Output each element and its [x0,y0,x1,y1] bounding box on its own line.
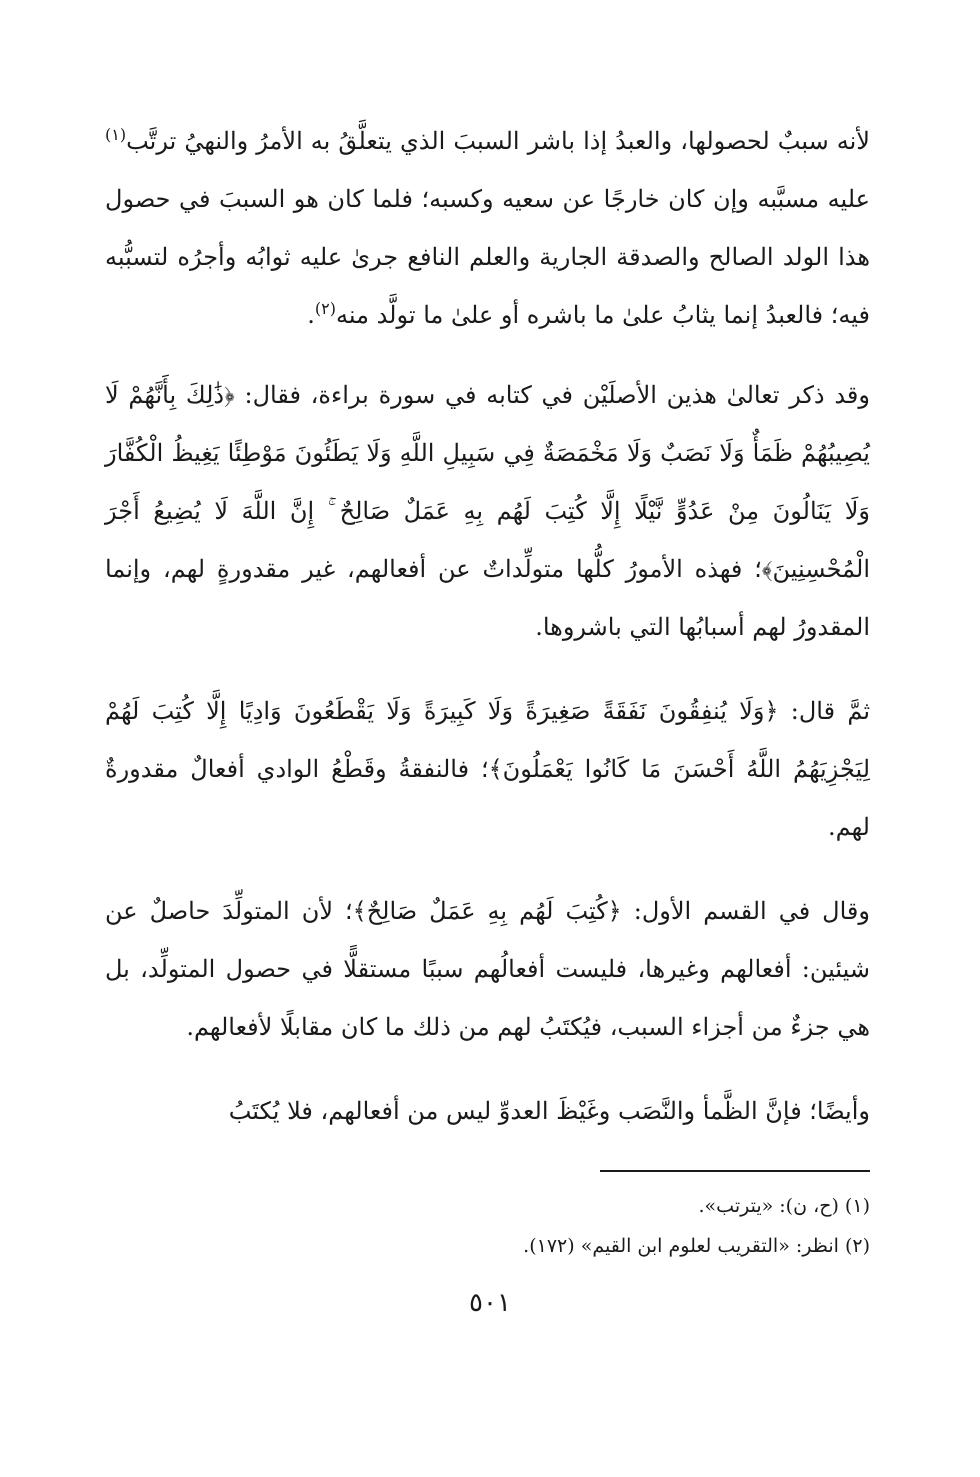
paragraph-1-text-after: عليه مسبَّبه وإن كان خارجًا عن سعيه وكسبه؛ فلما كان هو السببَ في حصول هذا الولد الصالح والصدقة الجارية والعلم النافع جرىٰ عليه ثوابُه وأجرُه لتسبُّبه فيه؛ فالعبدُ إنما يثابُ علىٰ ما باشره أو علىٰ ما تولَّد منه [105,185,870,329]
paragraph-2: وقد ذكر تعالىٰ هذين الأصلَيْن في كتابه في سورة براءة، فقال: ﴿ذَٰلِكَ بِأَنَّهُمْ لَا يُصِيبُهُمْ ظَمَأٌ وَلَا نَصَبٌ وَلَا مَخْمَصَةٌ فِي سَبِيلِ اللَّهِ وَلَا يَطَئُونَ مَوْطِئًا يَغِيظُ الْكُفَّارَ وَلَا يَنَالُونَ مِنْ عَدُوٍّ نَّيْلًا إِلَّا كُتِبَ لَهُم بِهِ عَمَلٌ صَالِحٌ ۚ إِنَّ اللَّهَ لَا يُضِيعُ أَجْرَ الْمُحْسِنِينَ﴾؛ فهذه الأمورُ كلُّها متولِّداتٌ عن أفعالهم، غير مقدورةٍ لهم، وإنما المقدورُ لهم أسبابُها التي باشروها. [105,381,870,641]
page-number: ٥٠١ [469,1288,511,1318]
paragraph-1-end: . [307,301,315,329]
paragraph-1-text: لأنه سببٌ لحصولها، والعبدُ إذا باشر السببَ الذي يتعلَّقُ به الأمرُ والنهيُ ترتَّب [126,127,870,155]
paragraph-5: وأيضًا؛ فإنَّ الظَّمأ والنَّصَب وغَيْظَ العدوِّ ليس من أفعالهم، فلا يُكتَبُ [228,1097,870,1125]
footnote-marker-1[interactable]: (١) [105,125,127,144]
paragraph-1 [105,112,870,344]
paragraph-3: ثمَّ قال: ﴿وَلَا يُنفِقُونَ نَفَقَةً صَغِيرَةً وَلَا كَبِيرَةً وَلَا يَقْطَعُونَ وَادِيًا إِلَّا كُتِبَ لَهُمْ لِيَجْزِيَهُمُ اللَّهُ أَحْسَنَ مَا كَانُوا يَعْمَلُونَ﴾؛ فالنفقةُ وقَطْعُ الوادي أفعالٌ مقدورةٌ لهم. [105,697,871,841]
footnote-1: (١) (ح، ن): «يترتب». [698,1195,870,1217]
main-text [105,112,870,1166]
footnotes [105,1186,870,1266]
footnote-divider [600,1170,870,1172]
paragraph-4: وقال في القسم الأول: ﴿كُتِبَ لَهُم بِهِ عَمَلٌ صَالِحٌ﴾؛ لأن المتولِّدَ حاصلٌ عن شيئين: أفعالهم وغيرها، فليست أفعالُهم سببًا مستقلًّا في حصول المتولِّد، بل هي جزءٌ من أجزاء السبب، فيُكتَبُ لهم من ذلك ما كان مقابلًا لأفعالهم. [105,897,870,1041]
footnote-2: (٢) انظر: «التقريب لعلوم ابن القيم» (١٧٢). [523,1235,870,1257]
footnote-marker-2[interactable]: (٢) [314,299,336,318]
